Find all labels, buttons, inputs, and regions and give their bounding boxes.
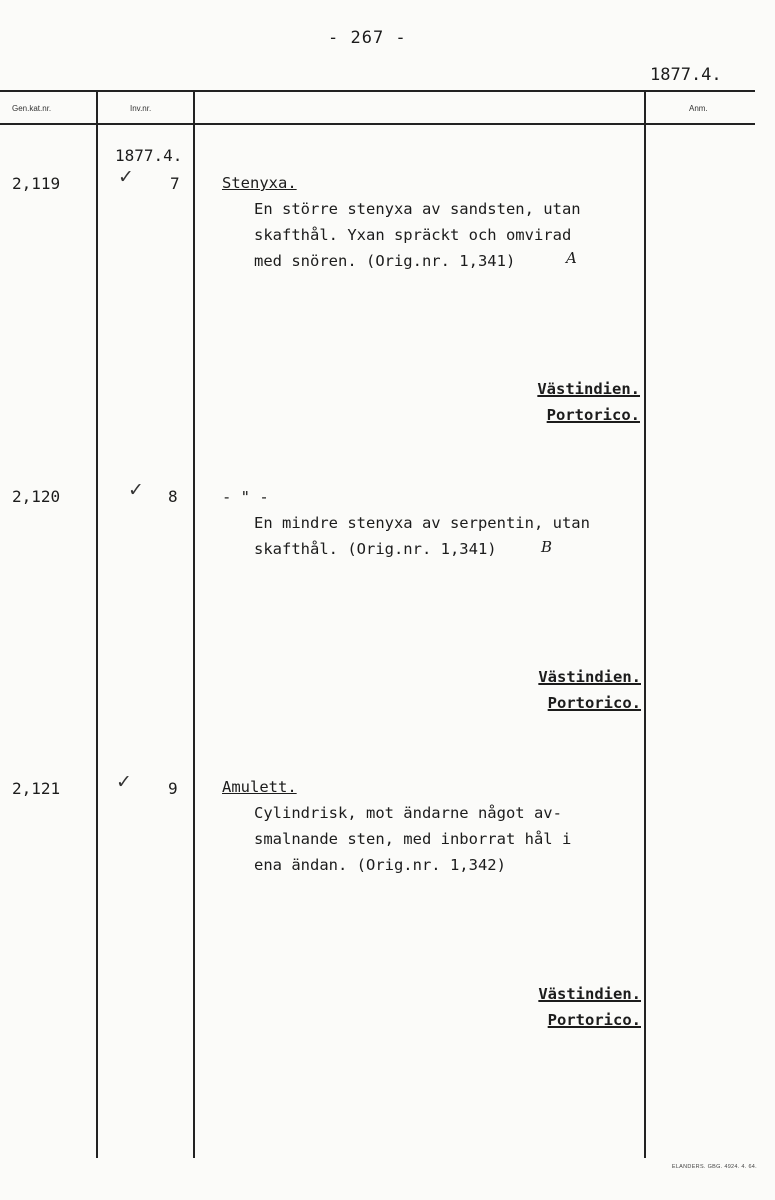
place-label: Portorico. bbox=[547, 694, 641, 712]
column-header-inv: Inv.nr. bbox=[130, 104, 152, 113]
handwritten-mark: A bbox=[566, 249, 577, 267]
place-label: Portorico. bbox=[547, 1011, 641, 1029]
column-divider-3 bbox=[644, 90, 646, 1158]
gen-kat-number: 2,119 bbox=[12, 174, 61, 193]
description-line: med snören. (Orig.nr. 1,341) bbox=[254, 252, 516, 270]
checkmark-icon: ✓ bbox=[128, 479, 144, 501]
region-label: Västindien. bbox=[537, 380, 640, 398]
description-line: skafthål. Yxan spräckt och omvirad bbox=[254, 226, 572, 244]
region-label: Västindien. bbox=[538, 668, 641, 686]
column-header-gen-kat: Gen.kat.nr. bbox=[12, 104, 52, 113]
inv-number: 8 bbox=[168, 487, 178, 506]
header-date: 1877.4. bbox=[650, 65, 722, 85]
header-bottom-rule bbox=[0, 123, 755, 125]
gen-kat-number: 2,121 bbox=[12, 779, 61, 798]
entry-title: Stenyxa. bbox=[222, 174, 297, 192]
region-label: Västindien. bbox=[538, 985, 641, 1003]
inv-number: 9 bbox=[168, 779, 178, 798]
handwritten-mark: B bbox=[541, 538, 553, 556]
gen-kat-number: 2,120 bbox=[12, 487, 61, 506]
printer-imprint: ELANDERS. GBG. 4924. 4. 64. bbox=[671, 1164, 757, 1170]
place-label: Portorico. bbox=[546, 406, 640, 424]
checkmark-icon: ✓ bbox=[118, 166, 134, 188]
description-line: En större stenyxa av sandsten, utan bbox=[254, 200, 581, 218]
inv-number: 7 bbox=[170, 174, 180, 193]
description-line: smalnande sten, med inborrat hål i bbox=[254, 830, 572, 848]
checkmark-icon: ✓ bbox=[116, 771, 132, 793]
inventory-date: 1877.4. bbox=[115, 146, 183, 165]
entry-title: - " - bbox=[222, 488, 269, 506]
description-line: skafthål. (Orig.nr. 1,341) bbox=[254, 540, 497, 558]
description-line: ena ändan. (Orig.nr. 1,342) bbox=[254, 856, 506, 874]
column-divider-1 bbox=[96, 90, 98, 1158]
description-line: En mindre stenyxa av serpentin, utan bbox=[254, 514, 590, 532]
page-number: - 267 - bbox=[328, 28, 407, 48]
column-divider-2 bbox=[193, 90, 195, 1158]
entry-title: Amulett. bbox=[222, 778, 297, 796]
description-line: Cylindrisk, mot ändarne något av- bbox=[254, 804, 562, 822]
column-header-anm: Anm. bbox=[689, 104, 708, 113]
header-top-rule bbox=[0, 90, 755, 92]
